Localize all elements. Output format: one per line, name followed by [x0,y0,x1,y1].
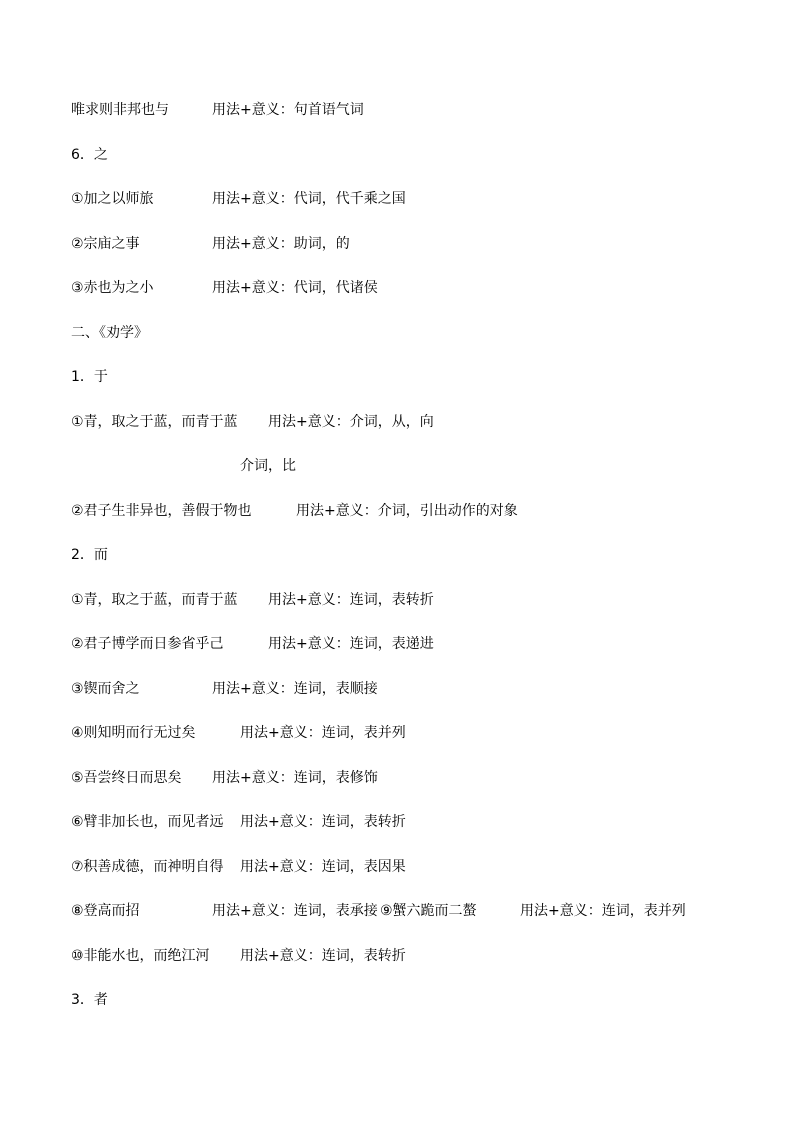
example-sentence: ③赤也为之小 [71,280,154,296]
example-sentence: ⑦积善成德，而神明自得 [71,859,224,875]
usage-note: 用法+意义：助词，的 [212,236,350,252]
usage-note: 介词，比 [240,458,296,474]
usage-note: 用法+意义：连词，表并列 [240,725,406,741]
usage-note: 用法+意义：句首语气词 [212,102,364,118]
usage-note: 用法+意义：连词，表顺接 [212,681,378,697]
entry-line [71,100,169,120]
usage-note: 用法+意义：连词，表并列 [520,903,686,919]
example-sentence: ⑥臂非加长也，而见者远 [71,814,224,830]
example-sentence: ⑤吾尝终日而思矣 [71,770,182,786]
example-sentence: ⑧登高而招 [71,903,140,919]
usage-note: 用法+意义：介词，引出动作的对象 [296,503,518,519]
example-sentence: ②宗庙之事 [71,236,140,252]
usage-note: 用法+意义：连词，表转折 [240,948,406,964]
example-sentence: ②君子博学而日参省乎己 [71,636,224,652]
example-sentence: ①青，取之于蓝，而青于蓝 [71,414,238,430]
example-sentence: ⑩非能水也，而绝江河 [71,948,210,964]
usage-note: 用法+意义：代词，代诸侯 [212,280,378,296]
example-sentence: ①加之以师旅 [71,191,154,207]
example-sentence: ①青，取之于蓝，而青于蓝 [71,592,238,608]
section-heading: 2．而 [71,547,108,563]
usage-note: 用法+意义：连词，表转折 [268,592,434,608]
example-sentence-inline: ⑨蟹六跪而二螯 [380,903,477,919]
usage-note: 用法+意义：连词，表递进 [268,636,434,652]
usage-note: 用法+意义：连词，表承接 [212,903,378,919]
example-sentence: ④则知明而行无过矣 [71,725,196,741]
example-sentence: 唯求则非邦也与 [71,102,169,118]
section-heading: 3．者 [71,992,108,1008]
section-heading: 6．之 [71,147,108,163]
section-heading: 1．于 [71,369,108,385]
usage-note: 用法+意义：连词，表转折 [240,814,406,830]
example-sentence: ②君子生非异也，善假于物也 [71,503,252,519]
usage-note: 用法+意义：连词，表因果 [240,859,406,875]
example-sentence: ③锲而舍之 [71,681,140,697]
usage-note: 用法+意义：连词，表修饰 [212,770,378,786]
chapter-heading: 二、《劝学》 [71,325,148,341]
usage-note: 用法+意义：介词，从，向 [268,414,434,430]
usage-note: 用法+意义：代词，代千乘之国 [212,191,406,207]
